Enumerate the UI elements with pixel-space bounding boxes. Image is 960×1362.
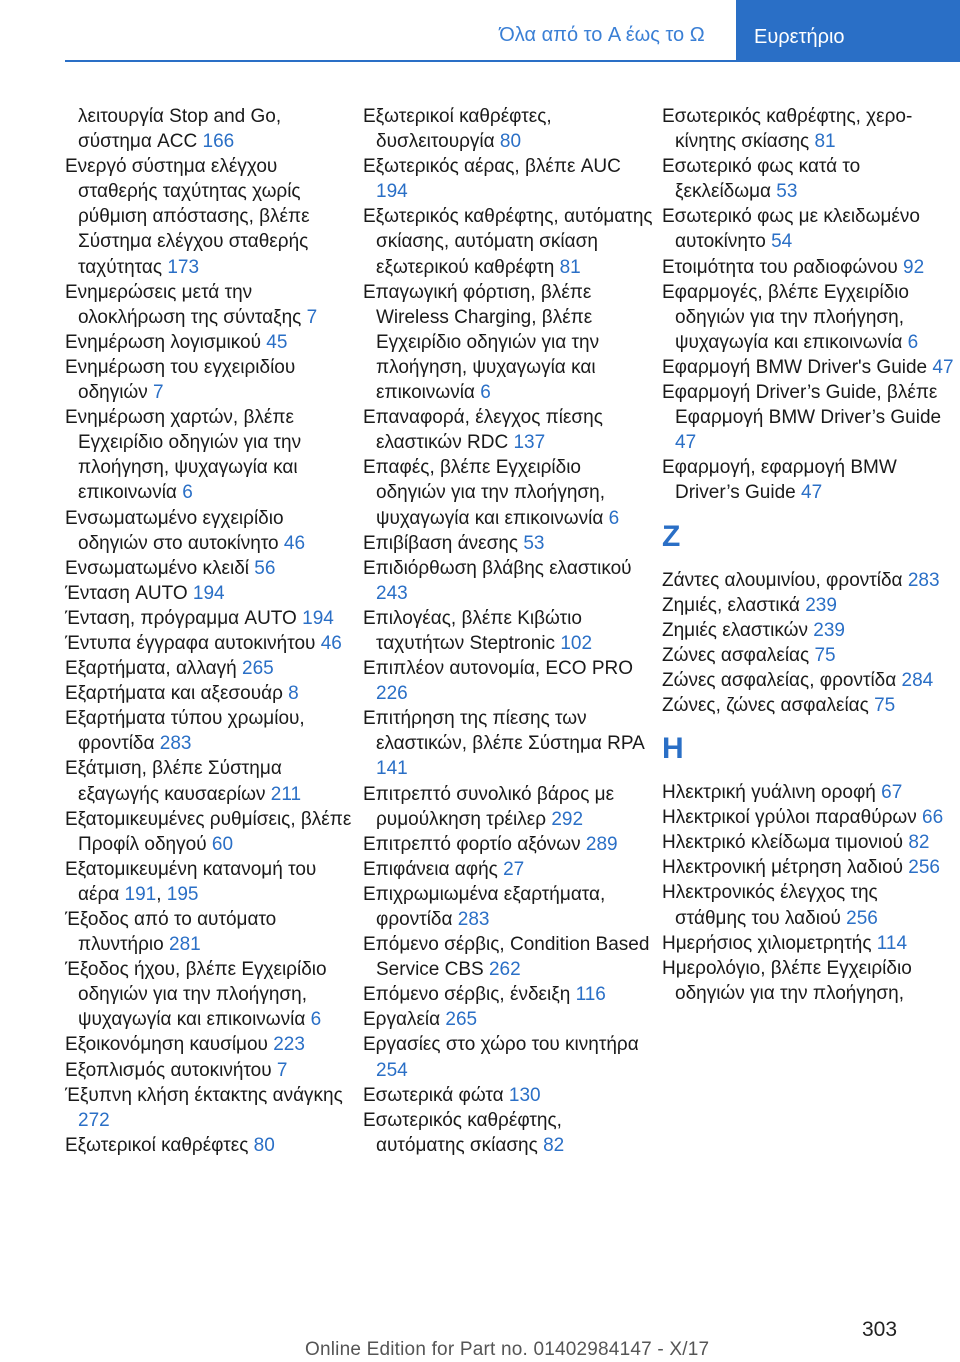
index-column-2 [363,104,653,1158]
page-link[interactable]: 6 [310,1009,322,1031]
index-entry-text: Εσωτερικός καθρέφτης, χεροκίνητης σκίασης [662,106,913,153]
page-link[interactable]: 137 [513,432,546,454]
index-entry-text: Ηλεκτρικοί γρύλοι παραθύρων [662,807,923,829]
page-link[interactable]: 60 [211,833,234,855]
index-entry-text: Επιβίβαση άνεσης [363,532,524,554]
index-entry [662,593,954,618]
index-entry-text: Εξοικονόμηση καυσίμου [65,1034,274,1056]
index-entry-text: Ημερολόγιο, βλέπε Εγχειρίδιο οδηγιών για την πλοήγηση, [662,957,912,1004]
page-link[interactable]: 27 [503,858,525,880]
index-entry-text: Εργαλεία [363,1009,446,1031]
index-entry-text: Εξαρτήματα τύπου χρωμίου, φροντίδα [65,708,305,755]
index-entry [363,1032,653,1082]
index-entry-text: Ηλεκτρικό κλείδωμα τιμονιού [662,832,909,854]
page-link[interactable]: 239 [813,619,845,641]
index-entry-text: Ηλεκτρική γυάλινη οροφή [662,782,882,804]
index-entry-text: Επόμενο σέρβις, Condition Based Service CBS [363,934,650,981]
page-link[interactable]: 226 [376,683,408,705]
index-entry [65,807,355,857]
page-link[interactable]: 53 [523,532,545,554]
index-entry [65,1032,355,1057]
page-number: 303 [862,1318,898,1341]
page-link[interactable]: 173 [167,256,200,278]
index-entry [65,581,355,606]
page-link[interactable]: 6 [480,382,491,404]
index-entry-text: Ημερήσιος χιλιομετρητής [662,932,877,954]
page-link[interactable]: 194 [302,607,334,629]
page-link[interactable]: 47 [801,482,823,504]
index-entry [65,280,355,330]
index-entry [662,880,954,930]
index-entry [662,668,954,693]
index-entry [363,606,653,656]
page-link[interactable]: 47 [932,356,954,378]
index-entry [363,280,653,405]
page-link[interactable]: 272 [78,1109,110,1131]
page-link[interactable]: 114 [876,932,908,954]
index-entry [363,405,653,455]
index-entry-text: Εξάτμιση, βλέπε Σύστημα εξαγωγής καυσαερίων [65,758,282,805]
index-entry [662,154,954,204]
index-entry [363,782,653,832]
index-entry-text: Έντυπα έγγραφα αυτοκινήτου [65,632,321,654]
index-column-3 [662,104,954,1006]
index-entry-text: Ζημιές ελαστικών [662,619,814,641]
index-entry [65,355,355,405]
index-entry [662,380,954,455]
page-link[interactable]: 116 [575,984,606,1006]
index-entry-text: Ενημερώσεις μετά την ολοκλήρωση της σύνταξης [65,281,307,328]
page-link[interactable]: 82 [908,832,930,854]
page-link[interactable]: 45 [266,331,288,353]
index-entry [363,154,653,204]
page-link[interactable]: 223 [273,1034,305,1056]
index-entry [662,855,954,880]
page-link[interactable]: 46 [320,632,342,654]
page-link[interactable]: 256 [846,907,878,929]
page-link[interactable]: 191 [124,883,157,905]
page-link[interactable]: 8 [288,683,299,705]
page-link[interactable]: 66 [922,807,944,829]
index-entry [363,882,653,932]
page-link[interactable]: 92 [903,256,925,278]
index-entry-text: Εξατομικευμένες ρυθμίσεις, βλέπε Προφίλ οδηγού [65,808,352,855]
index-entry-text: Εξαρτήματα και αξεσουάρ [65,683,289,705]
index-entry [363,706,653,781]
index-entry-text: Επιχρωμιωμένα εξαρτήματα, φροντίδα [363,883,606,930]
page-link[interactable]: 265 [242,658,274,680]
index-entry [65,631,355,656]
index-entry-text: Εφαρμογές, βλέπε Εγχειρίδιο οδηγιών για την πλοήγηση, ψυχαγωγία και επικοινωνία [662,281,909,353]
index-entry [65,1083,355,1133]
page-link[interactable]: 289 [585,833,618,855]
page-link[interactable]: 7 [153,382,164,404]
page-link[interactable]: 75 [814,644,836,666]
page-header [0,0,960,62]
page-link[interactable]: 292 [551,808,584,830]
index-entry [363,104,653,154]
index-entry-text: Έξοδος από το αυτόματο πλυντήριο [65,909,277,956]
page-link[interactable]: 46 [283,532,306,554]
index-entry [662,104,954,154]
page-link[interactable]: 56 [254,557,276,579]
index-entry-text: Εξωτερικοί καθρέφτες, δυσλειτουργία [363,106,552,153]
page-link[interactable]: 6 [907,331,919,353]
index-entry-text: Επιτήρηση της πίεσης των ελαστικών, βλέπε Σύστημα RPA [363,708,644,755]
index-entry [363,204,653,279]
index-entry-text: Ζώνες, ζώνες ασφαλείας [662,694,875,716]
index-entry-text: λειτουργία Stop and Go, σύστημα ACC [78,106,282,153]
index-entry-text: Ενεργό σύστημα ελέγχου σταθερής ταχύτητας χωρίς ρύθμιση απόστασης, βλέπε Σύστημα ελέγχου σταθερής ταχύτητας [65,156,310,278]
index-column-1 [65,104,355,1158]
page-link[interactable]: 254 [376,1059,408,1081]
index-entry-text: Εξαρτήματα, αλλαγή [65,658,243,680]
page-link[interactable]: 6 [608,507,620,529]
index-entry [363,531,653,556]
page-link[interactable]: 194 [192,582,225,604]
index-entry-text: Εσωτερικός καθρέφτης, αυτόματης σκίασης [363,1109,562,1156]
index-entry [363,656,653,706]
page-link[interactable]: 283 [907,569,940,591]
index-entry [363,857,653,882]
page-link[interactable]: 141 [376,758,408,780]
index-letter-heading: H [662,732,684,766]
page-link[interactable]: 47 [675,432,697,454]
page-link[interactable]: 262 [488,959,521,981]
index-entry: Εξατομικευμένη κατανομή του αέρα 191, 195 [65,858,317,905]
page-link[interactable]: 281 [169,934,201,956]
index-entry [65,957,355,1032]
index-entry-text: Εξωτερικός αέρας, βλέπε AUC [363,156,621,178]
index-entry-text: Ηλεκτρονικός έλεγχος της στάθμης του λαδιού [662,882,878,929]
index-entry [662,255,954,280]
index-entry-text: Ζώνες ασφαλείας, φροντίδα [662,669,902,691]
index-entry [363,932,653,982]
index-entry-text: Επιφάνεια αφής [363,858,504,880]
index-entry [65,706,355,756]
page-link[interactable]: 102 [560,632,593,654]
index-entry [65,104,355,154]
header-rule [65,60,960,62]
page-link[interactable]: 7 [276,1059,288,1081]
index-entry [363,1083,653,1108]
index-entry-text: Εξοπλισμός αυτοκινήτου [65,1059,277,1081]
index-entry [65,506,355,556]
index-entry-text: Ένταση AUTO [65,582,193,604]
index-entry [363,832,653,857]
index-entry-text: Επαγωγική φόρτιση, βλέπε Wireless Charging, βλέπε Εγχειρίδιο οδηγιών για την πλοήγηση, ψυχαγωγία και επικοινωνία [363,281,600,404]
page-link[interactable]: 81 [814,131,836,153]
index-entry [363,982,653,1007]
index-entry [662,618,954,643]
page-link[interactable]: 265 [445,1009,478,1031]
index-entry [363,1007,653,1032]
index-entry [662,204,954,254]
page-link[interactable]: 284 [901,669,934,691]
index-entry-text: Ζάντες αλουμινίου, φροντίδα [662,569,908,591]
index-entry-text: Εσωτερικό φως κατά το ξεκλείδωμα [662,156,861,203]
index-entry [65,656,355,681]
edition-footer: Online Edition for Part no. 01402984147 - X/17 [305,1339,710,1360]
index-entry [662,568,954,593]
index-entry [662,956,954,1006]
index-entry-text: Επιδιόρθωση βλάβης ελαστικού [363,557,632,579]
index-entry-text: Εξατομικευμένη κατανομή του αέρα [65,858,317,905]
page-link[interactable]: 75 [874,694,896,716]
index-entry [65,1058,355,1083]
index-entry-text: Εξωτερικοί καθρέφτες [65,1134,254,1156]
index-entry-text: Επιλογέας, βλέπε Κιβώτιο ταχυτήτων Steptronic [363,607,582,654]
index-entry [662,280,954,355]
index-entry-text: Έξοδος ήχου, βλέπε Εγχειρίδιο οδηγιών για την πλοήγηση, ψυχαγωγία και επικοινωνία [65,959,327,1031]
index-entry [662,931,954,956]
page-link[interactable]: 80 [499,131,522,153]
index-entry-text: Επόμενο σέρβις, ένδειξη [363,984,576,1006]
index-entry-text: Επιτρεπτό συνολικό βάρος με ρυμούλκηση τρέιλερ [363,783,615,830]
page-link[interactable]: 81 [559,256,581,278]
index-entry-text: Εφαρμογή BMW Driver's Guide [662,356,933,378]
index-entry [65,556,355,581]
page-link[interactable]: 211 [270,783,302,805]
page-link[interactable]: 130 [508,1084,541,1106]
index-entry [65,681,355,706]
index-entry [662,693,954,718]
page-link[interactable]: 53 [776,181,798,203]
index-entry [662,643,954,668]
page-link[interactable]: 194 [376,181,408,203]
page-link[interactable]: 6 [182,482,193,504]
index-entry-text: Ενσωματωμένο κλειδί [65,557,255,579]
index-entry-text: Εσωτερικά φώτα [363,1084,509,1106]
index-entry-text: Ετοιμότητα του ραδιοφώνου [662,256,904,278]
index-entry [662,805,954,830]
index-entry-text: Ενημέρωση χαρτών, βλέπε Εγχειρίδιο οδηγιών για την πλοήγηση, ψυχαγωγία και επικοινωνία [65,407,302,504]
page-link[interactable]: 67 [881,782,903,804]
page-link[interactable]: 82 [543,1134,565,1156]
index-tab[interactable]: Ευρετήριο [736,0,960,62]
index-entry-text: Ζώνες ασφαλείας [662,644,815,666]
index-entry [662,830,954,855]
index-entry-text: Επαφές, βλέπε Εγχειρίδιο οδηγιών για την πλοήγηση, ψυχαγωγία και επικοινωνία [363,457,609,529]
index-entry [662,780,954,805]
page-link[interactable]: 239 [805,594,837,616]
index-entry [65,606,355,631]
index-entry [65,756,355,806]
section-tab[interactable]: Όλα από το A έως το Ω [499,24,705,46]
index-entry [65,405,355,505]
page-link[interactable]: 283 [159,733,192,755]
page-link[interactable]: 80 [253,1134,275,1156]
index-entry-text: Ένταση, πρόγραμμα AUTO [65,607,303,629]
page-link[interactable]: 243 [376,582,408,604]
index-entry-text: Εφαρμογή Driver’s Guide, βλέπε Εφαρμογή BMW Driver’s Guide [662,382,942,429]
index-entry-text: Έξυπνη κλήση έκτακτης ανάγκης [65,1084,343,1106]
page-link[interactable]: 283 [457,909,490,930]
index-entry-text: Επιπλέον αυτονομία, ECO PRO [363,658,634,680]
index-entry [363,455,653,530]
index-entry [662,455,954,505]
page-link[interactable]: 7 [306,306,318,328]
index-entry [65,1133,355,1158]
page-link[interactable]: 195 [166,883,199,905]
index-entry-text: Επαναφορά, έλεγχος πίεσης ελαστικών RDC [363,407,603,454]
index-letter-heading: Z [662,519,681,553]
index-entry [65,154,355,279]
index-entry [662,355,954,380]
index-entry-text: Εφαρμογή, εφαρμογή BMW Driver’s Guide [662,457,897,504]
page-link[interactable]: 54 [771,231,793,253]
index-entry-text: Εσωτερικό φως με κλειδωμένο αυτοκίνητο [662,206,920,253]
index-entry-text: Εργασίες στο χώρο του κινητήρα [363,1034,639,1056]
index-entry-text: Ηλεκτρονική μέτρηση λαδιού [662,857,909,879]
index-entry [363,1108,653,1158]
index-entry [65,330,355,355]
index-entry-text: Ενημέρωση λογισμικού [65,331,267,353]
page-link[interactable]: 166 [202,131,235,153]
index-entry-text: Ενημέρωση του εγχειριδίου οδηγιών [65,356,296,404]
index-entry-text: Εξωτερικός καθρέφτης, αυτόματης σκίασης, αυτόματη σκίαση εξωτερικού καθρέφτη [363,206,653,278]
index-entry-text: Επιτρεπτό φορτίο αξόνων [363,833,586,855]
index-entry [65,907,355,957]
page-link[interactable]: 256 [908,857,940,879]
index-entry [363,556,653,606]
index-entry-text: Ενσωματωμένο εγχειρίδιο οδηγιών στο αυτοκίνητο [65,507,284,554]
index-entry-text: Ζημιές, ελαστικά [662,594,806,616]
